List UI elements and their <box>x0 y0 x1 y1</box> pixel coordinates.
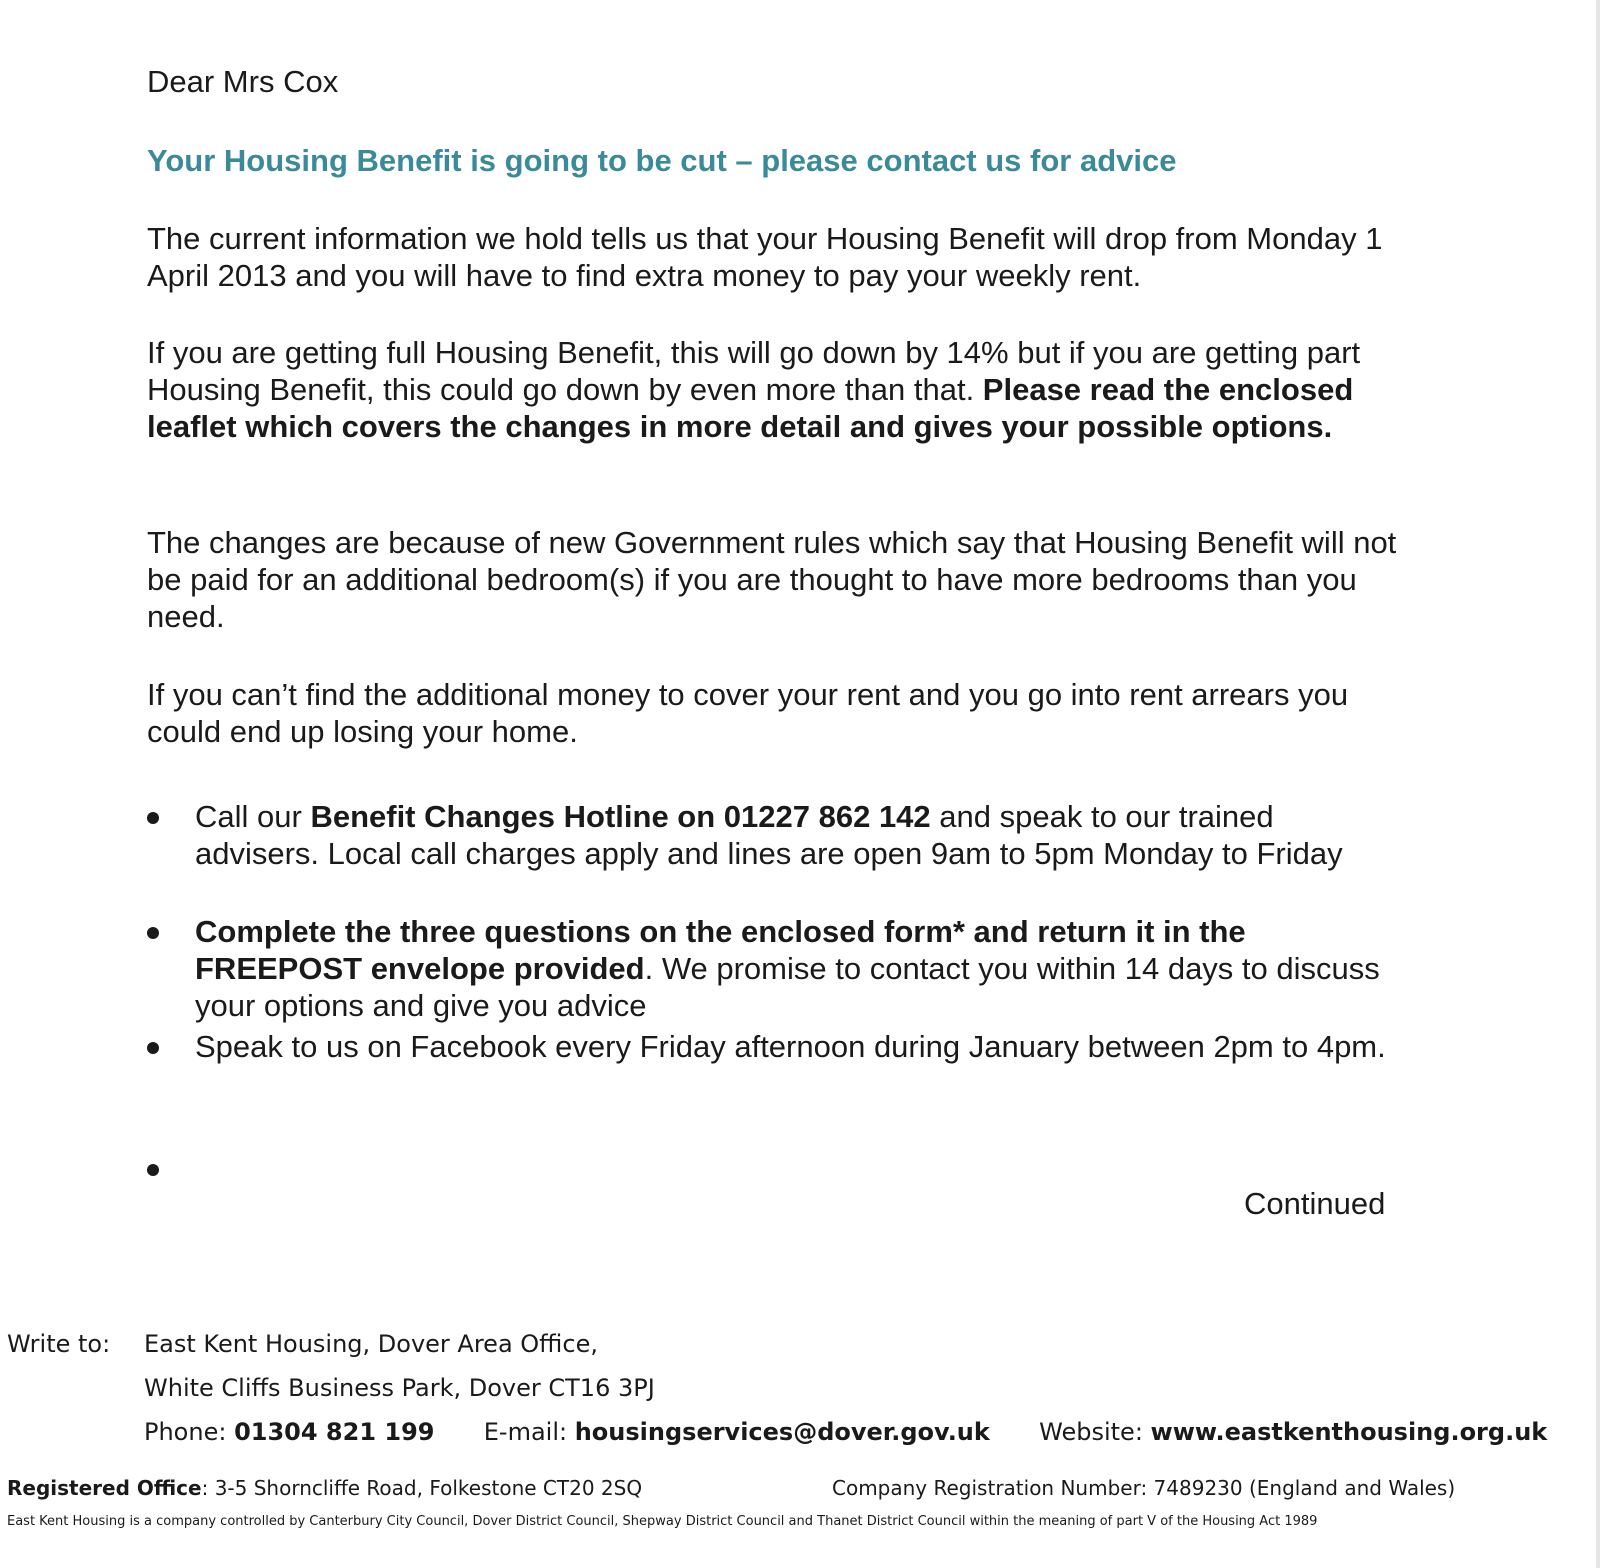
bullet-2-rest: . We promise to contact you within 14 days to discuss your options and give you advice <box>195 951 1380 1023</box>
bullet-icon <box>147 1164 159 1176</box>
continued-label: Continued <box>1244 1186 1386 1221</box>
website-label: Website: <box>1039 1418 1151 1446</box>
headline: Your Housing Benefit is going to be cut – please contact us for advice <box>147 143 1177 178</box>
registered-office <box>7 1476 642 1500</box>
paragraph-2 <box>147 334 1407 445</box>
list-item <box>147 798 1407 909</box>
list-item <box>147 913 1407 1024</box>
paragraph-1: The current information we hold tells us that your Housing Benefit will drop from Monday 1 April 2013 and you will have to find extra money to pay your weekly rent. <box>147 221 1383 293</box>
empty-list-item <box>147 1150 1407 1187</box>
legal-notice: East Kent Housing is a company controlled by Canterbury City Council, Dover District Council, Shepway District Council and Thanet District Council within the meaning of part V of the Housing Act 1989 <box>7 1514 1318 1529</box>
contact-line <box>144 1418 1547 1446</box>
registered-office-label: Registered Office <box>7 1476 202 1500</box>
address-line-1: East Kent Housing, Dover Area Office, <box>144 1330 598 1358</box>
bullet-1-text: Call our <box>195 799 311 834</box>
write-to-label: Write to: <box>7 1330 111 1358</box>
salutation: Dear Mrs Cox <box>147 64 339 99</box>
company-registration: Company Registration Number: 7489230 (England and Wales) <box>832 1476 1456 1500</box>
bullet-icon <box>147 1042 159 1054</box>
phone-label: Phone: <box>144 1418 235 1446</box>
paragraph-3: The changes are because of new Government rules which say that Housing Benefit will not be paid for an additional bedroom(s) if you are thought to have more bedrooms than you need. <box>147 525 1397 634</box>
bullet-1-rest: and speak to our trained advisers. Local call charges apply and lines are open 9am to 5pm Monday to Friday <box>195 799 1343 871</box>
bullet-2-bold: Complete the three questions on the enclosed form* and return it in the FREEPOST envelope provided <box>195 914 1246 986</box>
phone-number: 01304 821 199 <box>234 1418 435 1446</box>
bullet-text <box>195 913 1405 1024</box>
bullet-icon <box>147 927 159 939</box>
bullet-text <box>195 798 1405 872</box>
email-label: E-mail: <box>483 1418 575 1446</box>
paragraph-2-text: If you are getting full Housing Benefit, this will go down by 14% but if you are getting part Housing Benefit, this could go down by even more than that. <box>147 335 1361 407</box>
bullet-icon <box>147 812 159 824</box>
list-item <box>147 1028 1407 1102</box>
website-address: www.eastkenthousing.org.uk <box>1150 1418 1548 1446</box>
bullet-3-text: Speak to us on Facebook every Friday afternoon during January between 2pm to 4pm. <box>195 1029 1386 1064</box>
address-line-2: White Cliffs Business Park, Dover CT16 3PJ <box>144 1374 655 1402</box>
paragraph-4: If you can’t find the additional money to cover your rent and you go into rent arrears you could end up losing your home. <box>147 677 1349 749</box>
page-edge <box>1596 0 1600 1568</box>
paragraph-2-bold: Please read the enclosed leaflet which covers the changes in more detail and gives your possible options. <box>147 372 1354 444</box>
registered-office-address: : 3-5 Shorncliffe Road, Folkestone CT20 2SQ <box>201 1476 643 1500</box>
hotline-text: Benefit Changes Hotline on 01227 862 142 <box>310 799 931 834</box>
email-address: housingservices@dover.gov.uk <box>574 1418 990 1446</box>
